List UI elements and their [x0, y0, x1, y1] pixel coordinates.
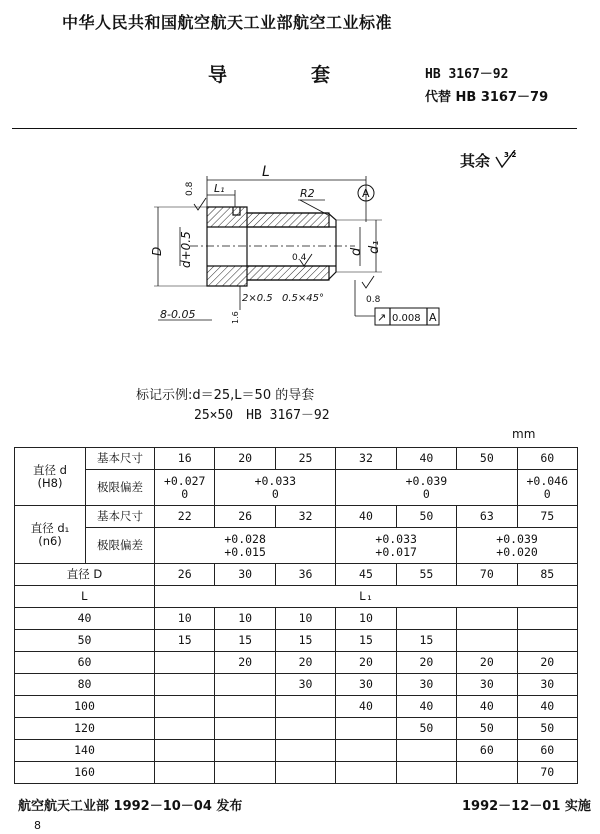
d-size-cell: 16	[155, 448, 215, 470]
roughness-value: 3.2	[504, 151, 517, 159]
l1-cell: 70	[517, 762, 577, 784]
d1-size-cell: 63	[457, 506, 517, 528]
l1-cell: 30	[275, 674, 335, 696]
table-row	[15, 470, 578, 506]
limit-dev-label: 极限偏差	[86, 470, 155, 506]
l1-cell: 20	[215, 652, 275, 674]
page-number: 8	[34, 819, 41, 832]
roughness-note	[460, 150, 517, 171]
l1-cell	[275, 718, 335, 740]
table-row	[15, 564, 578, 586]
roughness-08-right: 0.8	[366, 295, 381, 305]
d1-size-cell: 22	[155, 506, 215, 528]
basic-size-label: 基本尺寸	[86, 506, 155, 528]
roughness-08-top: 0.8	[185, 181, 195, 196]
l1-cell	[155, 762, 215, 784]
runout-symbol: ↗	[377, 311, 387, 324]
d1-size-cell: 50	[396, 506, 456, 528]
l1-cell: 10	[336, 608, 396, 630]
doc-title: 导套	[208, 64, 415, 86]
length-cell: 50	[15, 630, 155, 652]
d1-dev-cell: +0.039 +0.020	[457, 528, 578, 564]
table-row	[15, 506, 578, 528]
d-size-cell: 40	[396, 448, 456, 470]
table-row	[15, 608, 578, 630]
l1-cell	[155, 652, 215, 674]
l1-cell: 15	[215, 630, 275, 652]
l1-cell	[215, 696, 275, 718]
l1-cell: 40	[396, 696, 456, 718]
D-size-cell: 30	[215, 564, 275, 586]
l1-cell: 15	[275, 630, 335, 652]
l1-cell: 10	[155, 608, 215, 630]
dim-L: L	[262, 164, 270, 180]
table-row	[15, 652, 578, 674]
length-cell: 140	[15, 740, 155, 762]
d1-size-cell: 26	[215, 506, 275, 528]
l1-cell	[457, 630, 517, 652]
l1-cell: 15	[336, 630, 396, 652]
l1-cell	[155, 674, 215, 696]
D-size-cell: 85	[517, 564, 577, 586]
l1-cell: 40	[457, 696, 517, 718]
l1-cell	[215, 718, 275, 740]
d1-size-cell: 32	[275, 506, 335, 528]
l1-cell	[155, 718, 215, 740]
l1-cell: 30	[457, 674, 517, 696]
runout-value: 0.008	[392, 313, 421, 324]
dim-d-plus-05: d+0.5	[179, 231, 193, 268]
l1-cell: 30	[396, 674, 456, 696]
standard-number: HB 3167－92	[425, 67, 509, 82]
effective-info: 1992－12－01 实施	[462, 799, 591, 814]
D-size-cell: 55	[396, 564, 456, 586]
chamfer-outer: 0.5×45°	[282, 293, 325, 304]
l1-cell	[396, 740, 456, 762]
l1-cell	[215, 740, 275, 762]
table-row	[15, 696, 578, 718]
diam-d1-header: 直径 d₁ (n6)	[15, 506, 86, 564]
l1-cell: 15	[155, 630, 215, 652]
unit-label: mm	[512, 427, 536, 441]
dim-d1: d₁	[367, 240, 382, 254]
l1-cell	[457, 608, 517, 630]
length-cell: 160	[15, 762, 155, 784]
length-cell: 100	[15, 696, 155, 718]
table-body	[15, 448, 578, 608]
l1-cell: 50	[396, 718, 456, 740]
length-rows	[15, 608, 578, 784]
l1-cell	[155, 696, 215, 718]
l1-cell: 15	[396, 630, 456, 652]
basic-size-label: 基本尺寸	[86, 448, 155, 470]
l1-cell: 20	[457, 652, 517, 674]
D-size-cell: 26	[155, 564, 215, 586]
col-L-header: L	[15, 586, 155, 608]
dim-d: d	[349, 247, 364, 256]
replaces-standard: 代替 HB 3167－79	[425, 90, 549, 105]
marking-example-label: 标记示例:d＝25,L＝50 的导套	[136, 388, 315, 403]
table-row	[15, 528, 578, 564]
l1-cell	[155, 740, 215, 762]
l1-cell	[336, 762, 396, 784]
runout-datum: A	[429, 311, 437, 324]
l1-cell: 30	[517, 674, 577, 696]
l1-cell: 20	[517, 652, 577, 674]
d-size-cell: 25	[275, 448, 335, 470]
length-cell: 80	[15, 674, 155, 696]
marking-example-code: 25×50 HB 3167－92	[194, 408, 330, 423]
d-size-cell: 50	[457, 448, 517, 470]
l1-cell	[215, 674, 275, 696]
roughness-note-text: 其余	[460, 152, 491, 170]
d-dev-cell: +0.039 0	[336, 470, 517, 506]
d-size-cell: 60	[517, 448, 577, 470]
d1-dev-cell: +0.028 +0.015	[155, 528, 336, 564]
d-size-cell: 20	[215, 448, 275, 470]
chamfer-inner: 2×0.5	[242, 293, 273, 304]
diam-d-header: 直径 d (H8)	[15, 448, 86, 506]
l1-cell: 50	[517, 718, 577, 740]
l1-cell: 30	[336, 674, 396, 696]
table-row	[15, 586, 578, 608]
l1-cell	[336, 740, 396, 762]
roughness-symbol-icon	[495, 150, 517, 170]
l1-cell: 40	[517, 696, 577, 718]
l1-cell: 20	[396, 652, 456, 674]
dim-L1: L₁	[214, 182, 225, 195]
D-size-cell: 45	[336, 564, 396, 586]
col-L1-header: L₁	[155, 586, 578, 608]
table-row	[15, 740, 578, 762]
table-row	[15, 718, 578, 740]
dim-R2: R2	[300, 187, 315, 200]
table-row	[15, 762, 578, 784]
header-rule	[12, 128, 577, 129]
tolerance-8: 8-0.05	[160, 308, 196, 321]
l1-cell: 20	[275, 652, 335, 674]
l1-cell: 10	[275, 608, 335, 630]
length-cell: 40	[15, 608, 155, 630]
l1-cell	[275, 762, 335, 784]
d-size-cell: 32	[336, 448, 396, 470]
l1-cell	[457, 762, 517, 784]
l1-cell: 60	[517, 740, 577, 762]
length-cell: 60	[15, 652, 155, 674]
l1-cell	[396, 608, 456, 630]
l1-cell: 10	[215, 608, 275, 630]
l1-cell	[336, 718, 396, 740]
guide-bushing-drawing	[150, 160, 450, 340]
d1-dev-cell: +0.033 +0.017	[336, 528, 457, 564]
roughness-04: 0.4	[292, 253, 307, 263]
publish-info: 航空航天工业部 1992－10－04 发布	[18, 799, 243, 814]
limit-dev-label: 极限偏差	[86, 528, 155, 564]
table-row	[15, 674, 578, 696]
diam-D-header: 直径 D	[15, 564, 155, 586]
l1-cell	[275, 696, 335, 718]
l1-cell	[517, 630, 577, 652]
d1-size-cell: 75	[517, 506, 577, 528]
datum-A: A	[362, 187, 370, 200]
dim-D: D	[150, 246, 164, 256]
roughness-16: 1.6	[231, 311, 240, 324]
l1-cell	[517, 608, 577, 630]
l1-cell	[275, 740, 335, 762]
d-dev-cell: +0.033 0	[215, 470, 336, 506]
table-row	[15, 630, 578, 652]
D-size-cell: 70	[457, 564, 517, 586]
d-dev-cell: +0.027 0	[155, 470, 215, 506]
l1-cell: 50	[457, 718, 517, 740]
l1-cell: 20	[336, 652, 396, 674]
length-cell: 120	[15, 718, 155, 740]
d-dev-cell: +0.046 0	[517, 470, 577, 506]
l1-cell	[215, 762, 275, 784]
l1-cell	[396, 762, 456, 784]
table-row	[15, 448, 578, 470]
d1-size-cell: 40	[336, 506, 396, 528]
org-title: 中华人民共和国航空航天工业部航空工业标准	[62, 13, 393, 32]
D-size-cell: 36	[275, 564, 335, 586]
l1-cell: 40	[336, 696, 396, 718]
l1-cell: 60	[457, 740, 517, 762]
dimension-table	[14, 447, 578, 784]
